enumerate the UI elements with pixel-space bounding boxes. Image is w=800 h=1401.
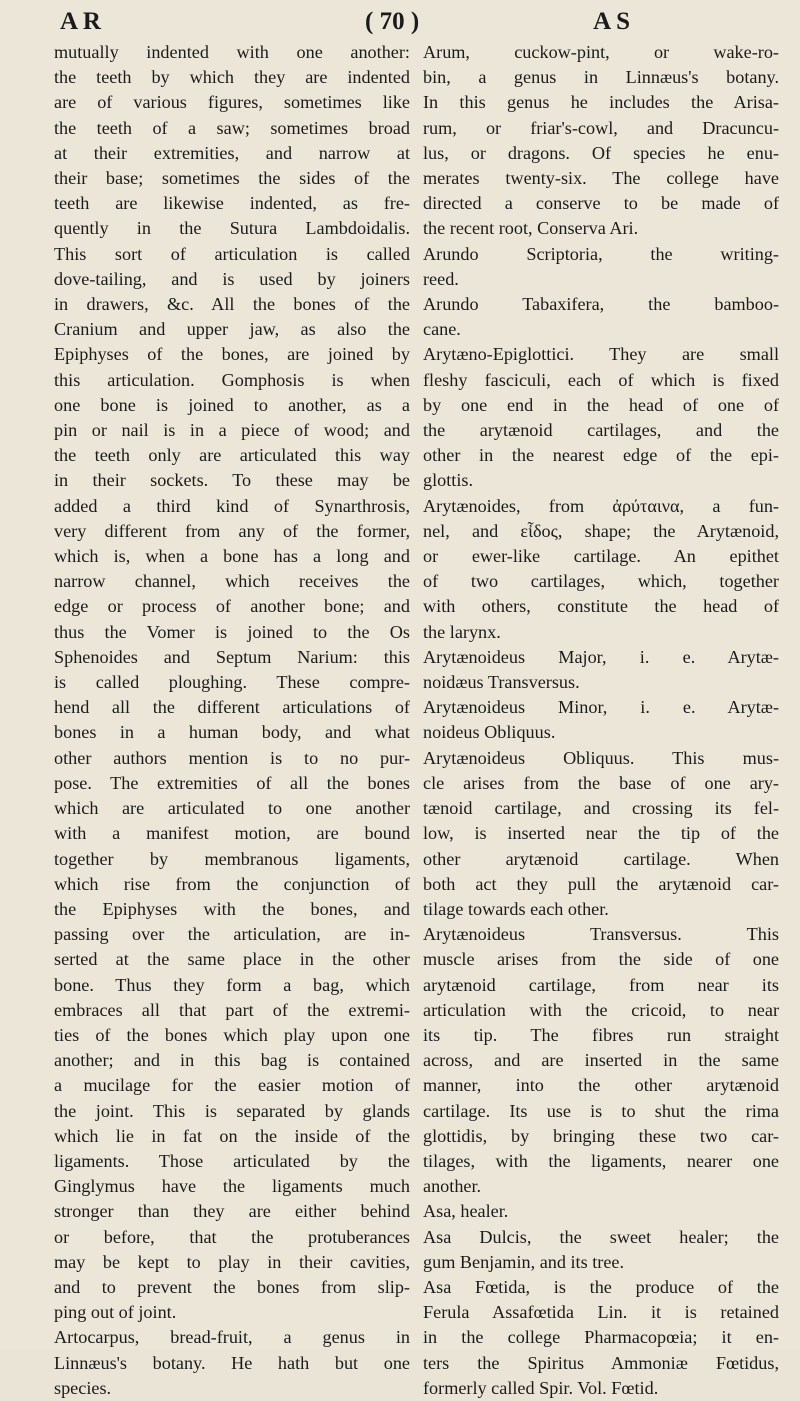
header-left-guide-word: A R bbox=[60, 8, 101, 35]
text-line: and to prevent the bones from slip- bbox=[54, 1276, 410, 1297]
text-line: a mucilage for the easier motion of bbox=[54, 1075, 410, 1096]
text-line: This sort of articulation is called bbox=[54, 243, 410, 264]
text-line: at their extremities, and narrow at bbox=[54, 142, 410, 163]
text-line: Cranium and upper jaw, as also the bbox=[54, 319, 410, 340]
text-line: formerly called Spir. Vol. Fœtid. bbox=[423, 1377, 659, 1398]
text-line: tænoid cartilage, and crossing its fel- bbox=[423, 798, 779, 819]
text-line: the teeth of a saw; sometimes broad bbox=[54, 117, 410, 138]
text-line: articulation with the cricoid, to near bbox=[423, 999, 779, 1020]
text-line: Arytæno-Epiglottici. They are small bbox=[423, 344, 779, 365]
text-line: In this genus he includes the Arisa- bbox=[423, 92, 779, 113]
text-line: very different from any of the former, bbox=[54, 520, 410, 541]
text-line: species. bbox=[54, 1377, 112, 1398]
text-line: embraces all that part of the extremi- bbox=[54, 999, 410, 1020]
text-line: manner, into the other arytænoid bbox=[423, 1075, 779, 1096]
text-line: Arundo Tabaxifera, the bamboo- bbox=[423, 294, 779, 315]
text-line: the larynx. bbox=[423, 621, 501, 642]
text-line: hend all the different articulations of bbox=[54, 697, 410, 718]
text-line: are of various figures, sometimes like bbox=[54, 92, 410, 113]
text-line: gum Benjamin, and its tree. bbox=[423, 1251, 625, 1272]
text-line: by one end in the head of one of bbox=[423, 394, 779, 415]
text-line: Arundo Scriptoria, the writing- bbox=[423, 243, 779, 264]
text-line: other authors mention is to no pur- bbox=[54, 747, 410, 768]
text-line: bones in a human body, and what bbox=[54, 722, 410, 743]
text-line: Arytænoideus Minor, i. e. Arytæ- bbox=[423, 697, 779, 718]
right-text-column bbox=[423, 40, 779, 1401]
text-line: glottidis, by bringing these two car- bbox=[423, 1125, 779, 1146]
text-line: Epiphyses of the bones, are joined by bbox=[54, 344, 410, 365]
text-line: one bone is joined to another, as a bbox=[54, 394, 410, 415]
text-line: added a third kind of Synarthrosis, bbox=[54, 495, 410, 516]
text-line: pose. The extremities of all the bones bbox=[54, 772, 410, 793]
text-line: of two cartilages, which, together bbox=[423, 571, 779, 592]
text-line: with others, constitute the head of bbox=[423, 596, 779, 617]
text-line: or ewer-like cartilage. An epithet bbox=[423, 546, 779, 567]
text-line: fleshy fasciculi, each of which is fixed bbox=[423, 369, 779, 390]
text-line: which rise from the conjunction of bbox=[54, 873, 410, 894]
text-line: may be kept to play in their cavities, bbox=[54, 1251, 410, 1272]
text-line: its tip. The fibres run straight bbox=[423, 1024, 779, 1045]
text-line: cartilage. Its use is to shut the rima bbox=[423, 1100, 779, 1121]
text-line: Arum, cuckow-pint, or wake-ro- bbox=[423, 42, 779, 62]
text-line: which is, when a bone has a long and bbox=[54, 546, 410, 567]
text-line: mutually indented with one another: bbox=[54, 42, 410, 62]
text-line: the teeth only are articulated this way bbox=[54, 445, 410, 466]
text-line: reed. bbox=[423, 268, 459, 289]
text-line: in the college Pharmacopœia; it en- bbox=[423, 1327, 779, 1348]
text-line: the teeth by which they are indented bbox=[54, 67, 410, 88]
text-line: in drawers, &c. All the bones of the bbox=[54, 294, 410, 315]
text-line: bin, a genus in Linnæus's botany. bbox=[423, 67, 779, 88]
text-line: Asa, healer. bbox=[423, 1201, 509, 1222]
text-line: Sphenoides and Septum Narium: this bbox=[54, 646, 410, 667]
text-line: Ferula Assafœtida Lin. it is retained bbox=[423, 1302, 779, 1323]
text-line: narrow channel, which receives the bbox=[54, 571, 410, 592]
text-line: or before, that the protuberances bbox=[54, 1226, 410, 1247]
text-line: the Epiphyses with the bones, and bbox=[54, 898, 410, 919]
left-text-column bbox=[54, 40, 410, 1401]
text-line: another; and in this bag is contained bbox=[54, 1050, 410, 1071]
text-line: the joint. This is separated by glands bbox=[54, 1100, 410, 1121]
text-line: the recent root, Conserva Ari. bbox=[423, 218, 639, 239]
text-line: Arytænoideus Transversus. This bbox=[423, 924, 779, 945]
text-line: ligaments. Those articulated by the bbox=[54, 1150, 410, 1171]
text-line: their base; sometimes the sides of the bbox=[54, 168, 410, 189]
text-line: Artocarpus, bread-fruit, a genus in bbox=[54, 1327, 410, 1348]
text-line: Arytænoideus Obliquus. This mus- bbox=[423, 747, 779, 768]
text-line: rum, or friar's-cowl, and Dracuncu- bbox=[423, 117, 779, 138]
text-line: this articulation. Gomphosis is when bbox=[54, 369, 410, 390]
text-line: Ginglymus have the ligaments much bbox=[54, 1176, 410, 1197]
text-line: noideus Obliquus. bbox=[423, 722, 556, 743]
text-line: muscle arises from the side of one bbox=[423, 949, 779, 970]
text-line: together by membranous ligaments, bbox=[54, 848, 410, 869]
text-line: Arytænoides, from ἀρύταινα, a fun- bbox=[423, 495, 779, 516]
text-line: which are articulated to one another bbox=[54, 798, 410, 819]
text-line: in their sockets. To these may be bbox=[54, 470, 410, 491]
text-line: ping out of joint. bbox=[54, 1302, 177, 1323]
text-line: across, and are inserted in the same bbox=[423, 1050, 779, 1071]
text-line: nel, and εἶδος, shape; the Arytænoid, bbox=[423, 520, 779, 541]
text-line: edge or process of another bone; and bbox=[54, 596, 410, 617]
text-line: Arytænoideus Major, i. e. Arytæ- bbox=[423, 646, 779, 667]
text-line: which lie in fat on the inside of the bbox=[54, 1125, 410, 1146]
text-line: tilages, with the ligaments, nearer one bbox=[423, 1150, 779, 1171]
text-line: the arytænoid cartilages, and the bbox=[423, 420, 779, 441]
text-line: other arytænoid cartilage. When bbox=[423, 848, 779, 869]
text-line: Linnæus's botany. He hath but one bbox=[54, 1352, 410, 1373]
text-line: merates twenty-six. The college have bbox=[423, 168, 779, 189]
text-line: passing over the articulation, are in- bbox=[54, 924, 410, 945]
text-line: glottis. bbox=[423, 470, 474, 491]
text-line: is called ploughing. These compre- bbox=[54, 672, 410, 693]
text-line: low, is inserted near the tip of the bbox=[423, 823, 779, 844]
text-line: Asa Fœtida, is the produce of the bbox=[423, 1276, 779, 1297]
text-line: bone. Thus they form a bag, which bbox=[54, 974, 410, 995]
text-line: with a manifest motion, are bound bbox=[54, 823, 410, 844]
text-line: another. bbox=[423, 1176, 482, 1197]
text-line: directed a conserve to be made of bbox=[423, 193, 779, 214]
text-line: arytænoid cartilage, from near its bbox=[423, 974, 779, 995]
text-line: both act they pull the arytænoid car- bbox=[423, 873, 779, 894]
text-line: cle arises from the base of one ary- bbox=[423, 772, 779, 793]
text-line: serted at the same place in the other bbox=[54, 949, 410, 970]
text-line: teeth are likewise indented, as fre- bbox=[54, 193, 410, 214]
text-line: ters the Spiritus Ammoniæ Fœtidus, bbox=[423, 1352, 779, 1373]
text-line: ties of the bones which play upon one bbox=[54, 1024, 410, 1045]
text-line: Asa Dulcis, the sweet healer; the bbox=[423, 1226, 779, 1247]
page-number: ( 70 ) bbox=[365, 8, 420, 35]
text-line: quently in the Sutura Lambdoidalis. bbox=[54, 218, 410, 239]
text-line: dove-tailing, and is used by joiners bbox=[54, 268, 410, 289]
running-header bbox=[60, 8, 740, 38]
text-line: noidæus Transversus. bbox=[423, 672, 580, 693]
text-line: thus the Vomer is joined to the Os bbox=[54, 621, 410, 642]
text-line: other in the nearest edge of the epi- bbox=[423, 445, 779, 466]
header-right-guide-word: A S bbox=[593, 8, 630, 35]
text-line: pin or nail is in a piece of wood; and bbox=[54, 420, 410, 441]
text-line: stronger than they are either behind bbox=[54, 1201, 410, 1222]
text-line: cane. bbox=[423, 319, 461, 340]
text-line: lus, or dragons. Of species he enu- bbox=[423, 142, 779, 163]
text-line: tilage towards each other. bbox=[423, 898, 609, 919]
